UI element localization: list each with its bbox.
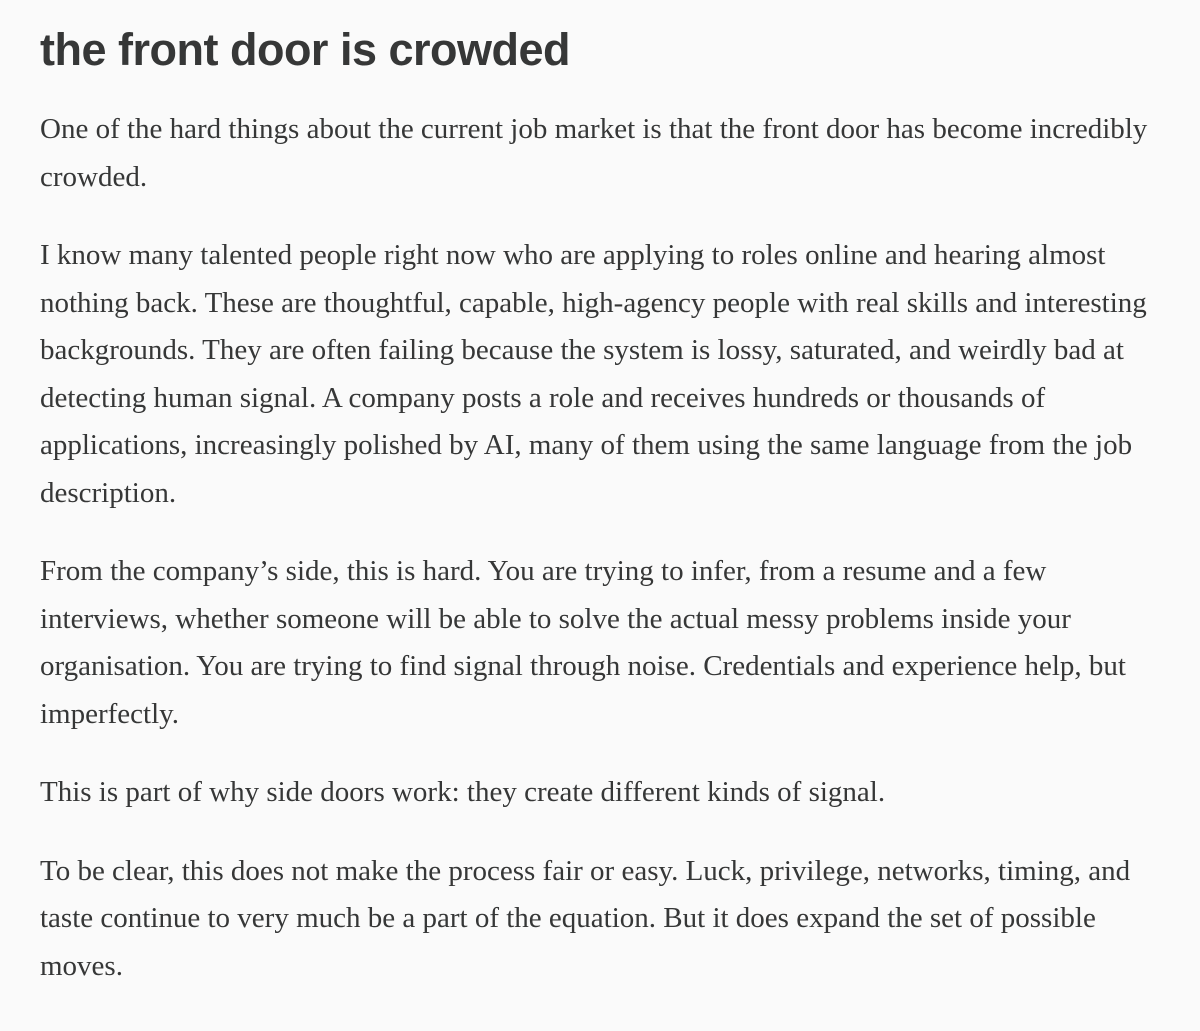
paragraph-4: This is part of why side doors work: they create different kinds of signal. xyxy=(40,776,886,808)
paragraph-3: From the company’s side, this is hard. You are trying to infer, from a resume and a few interviews, whether someone will be able to solve the actual messy problems inside your organisation. You are trying to find signal through noise. Credentials and experience help, but imperfectly. xyxy=(40,555,1126,730)
paragraph-5: To be clear, this does not make the process fair or easy. Luck, privilege, networks, timing, and taste continue to very much be a part of the equation. But it does expand the set of possible moves. xyxy=(40,854,1131,982)
paragraph-2: I know many talented people right now who are applying to roles online and hearing almost nothing back. These are thoughtful, capable, high-agency people with real skills and interesting backgrounds. They are often failing because the system is lossy, saturated, and weirdly bad at detecting human signal. A company posts a role and receives hundreds or thousands of applications, increasingly polished by AI, many of them using the same language from the job description. xyxy=(40,239,1147,509)
section-heading: the front door is crowded xyxy=(40,24,571,75)
article-body xyxy=(40,24,1175,1021)
paragraph-1: One of the hard things about the current job market is that the front door has become incredibly crowded. xyxy=(40,113,1148,193)
